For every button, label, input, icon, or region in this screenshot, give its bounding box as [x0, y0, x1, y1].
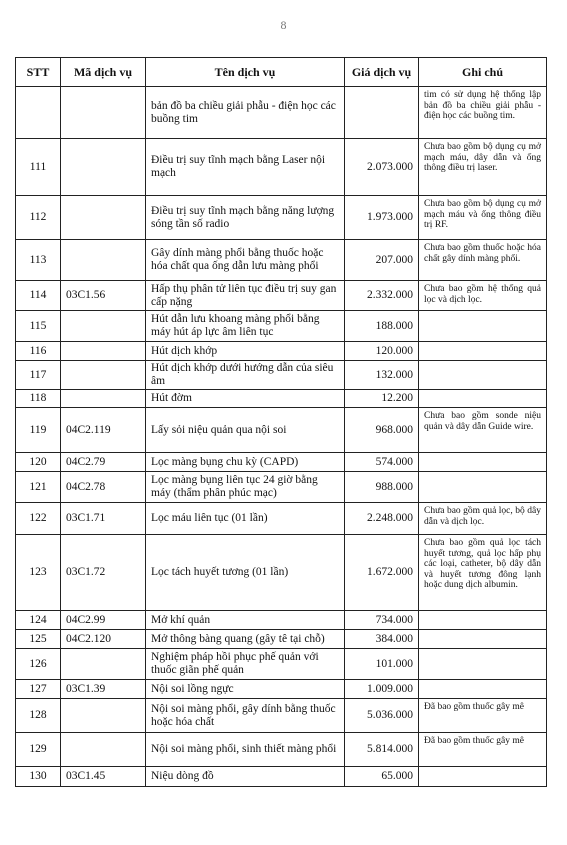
cell-note [419, 680, 547, 699]
cell-service-name: Nghiệm pháp hồi phục phế quản với thuốc giãn phế quản [146, 649, 345, 680]
cell-service-name: Hút dịch khớp [146, 342, 345, 361]
cell-note: Chưa bao gồm quả lọc, bộ dây dẫn và dịch lọc. [419, 503, 547, 535]
cell-service-price: 968.000 [345, 408, 419, 453]
cell-note: Đã bao gồm thuốc gây mê [419, 733, 547, 767]
service-price-table [15, 57, 547, 787]
cell-note: Chưa bao gồm thuốc hoặc hóa chất gây dính màng phổi. [419, 240, 547, 281]
cell-service-code: 04C2.78 [61, 472, 146, 503]
cell-service-code: 03C1.72 [61, 535, 146, 611]
table-body [16, 87, 547, 787]
cell-stt: 115 [16, 311, 61, 342]
table-row [16, 611, 547, 630]
cell-service-price: 5.814.000 [345, 733, 419, 767]
header-service-code: Mã dịch vụ [61, 58, 146, 87]
cell-note: Chưa bao gồm bộ dụng cụ mở mạch máu và ống thông điều trị RF. [419, 196, 547, 240]
cell-service-code [61, 240, 146, 281]
cell-stt: 112 [16, 196, 61, 240]
cell-service-name: bản đồ ba chiều giải phẫu - điện học các buồng tim [146, 87, 345, 139]
cell-service-code [61, 699, 146, 733]
cell-service-name: Lọc màng bụng chu kỳ (CAPD) [146, 453, 345, 472]
cell-service-code: 04C2.79 [61, 453, 146, 472]
cell-service-price: 207.000 [345, 240, 419, 281]
cell-service-price: 5.036.000 [345, 699, 419, 733]
cell-note: Chưa bao gồm hệ thống quả lọc và dịch lọc. [419, 281, 547, 311]
header-service-price: Giá dịch vụ [345, 58, 419, 87]
cell-service-price: 132.000 [345, 361, 419, 390]
cell-note [419, 611, 547, 630]
cell-note [419, 767, 547, 787]
cell-service-code: 03C1.71 [61, 503, 146, 535]
cell-service-code: 04C2.99 [61, 611, 146, 630]
cell-service-name: Lọc màng bụng liên tục 24 giờ bằng máy (thẩm phân phúc mạc) [146, 472, 345, 503]
cell-service-code: 03C1.39 [61, 680, 146, 699]
cell-service-code [61, 196, 146, 240]
cell-service-price: 101.000 [345, 649, 419, 680]
cell-service-code [61, 733, 146, 767]
cell-service-name: Nội soi màng phổi, sinh thiết màng phổi [146, 733, 345, 767]
cell-service-name: Điều trị suy tĩnh mạch bằng Laser nội mạch [146, 139, 345, 196]
cell-service-name: Điều trị suy tĩnh mạch bằng năng lượng sóng tần số radio [146, 196, 345, 240]
cell-service-name: Mở khí quản [146, 611, 345, 630]
cell-service-code: 04C2.119 [61, 408, 146, 453]
table-row [16, 390, 547, 408]
cell-stt: 117 [16, 361, 61, 390]
cell-service-name: Lọc tách huyết tương (01 lần) [146, 535, 345, 611]
cell-service-code [61, 390, 146, 408]
table-header-row [16, 58, 547, 87]
cell-note [419, 390, 547, 408]
header-note: Ghi chú [419, 58, 547, 87]
cell-stt: 118 [16, 390, 61, 408]
cell-service-price: 2.332.000 [345, 281, 419, 311]
cell-service-name: Nội soi màng phổi, gây dính bằng thuốc hoặc hóa chất [146, 699, 345, 733]
cell-service-code [61, 139, 146, 196]
cell-service-code: 03C1.56 [61, 281, 146, 311]
cell-note: Chưa bao gồm sonde niệu quản và dây dẫn Guide wire. [419, 408, 547, 453]
cell-note [419, 361, 547, 390]
cell-service-price: 574.000 [345, 453, 419, 472]
cell-note: Đã bao gồm thuốc gây mê [419, 699, 547, 733]
cell-stt [16, 87, 61, 139]
cell-service-name: Hút dẫn lưu khoang màng phổi bằng máy hút áp lực âm liên tục [146, 311, 345, 342]
cell-service-price: 2.073.000 [345, 139, 419, 196]
table-row [16, 767, 547, 787]
cell-service-code [61, 311, 146, 342]
table-row [16, 281, 547, 311]
cell-service-name: Hút đờm [146, 390, 345, 408]
table-row [16, 649, 547, 680]
table-row [16, 733, 547, 767]
cell-service-price: 12.200 [345, 390, 419, 408]
cell-stt: 123 [16, 535, 61, 611]
table-row [16, 408, 547, 453]
cell-service-name: Nội soi lồng ngực [146, 680, 345, 699]
table-row [16, 535, 547, 611]
cell-service-code: 04C2.120 [61, 630, 146, 649]
cell-service-price [345, 87, 419, 139]
cell-service-price: 1.973.000 [345, 196, 419, 240]
cell-service-name: Mở thông bàng quang (gây tê tại chỗ) [146, 630, 345, 649]
cell-note [419, 630, 547, 649]
cell-stt: 124 [16, 611, 61, 630]
cell-service-price: 988.000 [345, 472, 419, 503]
cell-service-name: Gây dính màng phổi bằng thuốc hoặc hóa chất qua ống dẫn lưu màng phổi [146, 240, 345, 281]
table-row [16, 680, 547, 699]
table-row [16, 311, 547, 342]
cell-service-price: 2.248.000 [345, 503, 419, 535]
cell-stt: 111 [16, 139, 61, 196]
cell-service-price: 734.000 [345, 611, 419, 630]
cell-service-name: Niệu dòng đồ [146, 767, 345, 787]
cell-stt: 120 [16, 453, 61, 472]
cell-service-price: 1.009.000 [345, 680, 419, 699]
table-row [16, 699, 547, 733]
table-row [16, 240, 547, 281]
cell-service-price: 188.000 [345, 311, 419, 342]
cell-service-name: Hút dịch khớp dưới hướng dẫn của siêu âm [146, 361, 345, 390]
cell-stt: 126 [16, 649, 61, 680]
cell-note: Chưa bao gồm quả lọc tách huyết tương, quả lọc hấp phụ các loại, catheter, bộ dây dẫn và huyết tương đông lạnh hoặc dung dịch albumin. [419, 535, 547, 611]
cell-service-price: 65.000 [345, 767, 419, 787]
cell-stt: 128 [16, 699, 61, 733]
cell-stt: 114 [16, 281, 61, 311]
cell-service-price: 1.672.000 [345, 535, 419, 611]
cell-service-name: Lấy sỏi niệu quản qua nội soi [146, 408, 345, 453]
cell-note [419, 472, 547, 503]
cell-stt: 122 [16, 503, 61, 535]
cell-service-code: 03C1.45 [61, 767, 146, 787]
table-row [16, 630, 547, 649]
cell-stt: 121 [16, 472, 61, 503]
cell-service-price: 384.000 [345, 630, 419, 649]
table-row [16, 139, 547, 196]
cell-note: tim có sử dụng hệ thống lập bản đồ ba chiều giải phẫu - điện học các buồng tim. [419, 87, 547, 139]
cell-stt: 129 [16, 733, 61, 767]
cell-service-code [61, 361, 146, 390]
cell-stt: 116 [16, 342, 61, 361]
cell-service-code [61, 649, 146, 680]
table-row [16, 87, 547, 139]
header-stt: STT [16, 58, 61, 87]
cell-service-code [61, 87, 146, 139]
cell-note [419, 311, 547, 342]
cell-service-name: Hấp thụ phân tử liên tục điều trị suy gan cấp nặng [146, 281, 345, 311]
cell-stt: 125 [16, 630, 61, 649]
table-row [16, 342, 547, 361]
table-row [16, 472, 547, 503]
cell-note [419, 453, 547, 472]
cell-stt: 119 [16, 408, 61, 453]
cell-stt: 113 [16, 240, 61, 281]
cell-note [419, 342, 547, 361]
table-row [16, 361, 547, 390]
cell-stt: 130 [16, 767, 61, 787]
cell-note: Chưa bao gồm bộ dụng cụ mở mạch máu, dây dẫn và ống thông điều trị laser. [419, 139, 547, 196]
header-service-name: Tên dịch vụ [146, 58, 345, 87]
page-number: 8 [280, 18, 287, 32]
table-row [16, 196, 547, 240]
cell-note [419, 649, 547, 680]
cell-stt: 127 [16, 680, 61, 699]
table-row [16, 453, 547, 472]
cell-service-price: 120.000 [345, 342, 419, 361]
cell-service-code [61, 342, 146, 361]
cell-service-name: Lọc máu liên tục (01 lần) [146, 503, 345, 535]
table-row [16, 503, 547, 535]
